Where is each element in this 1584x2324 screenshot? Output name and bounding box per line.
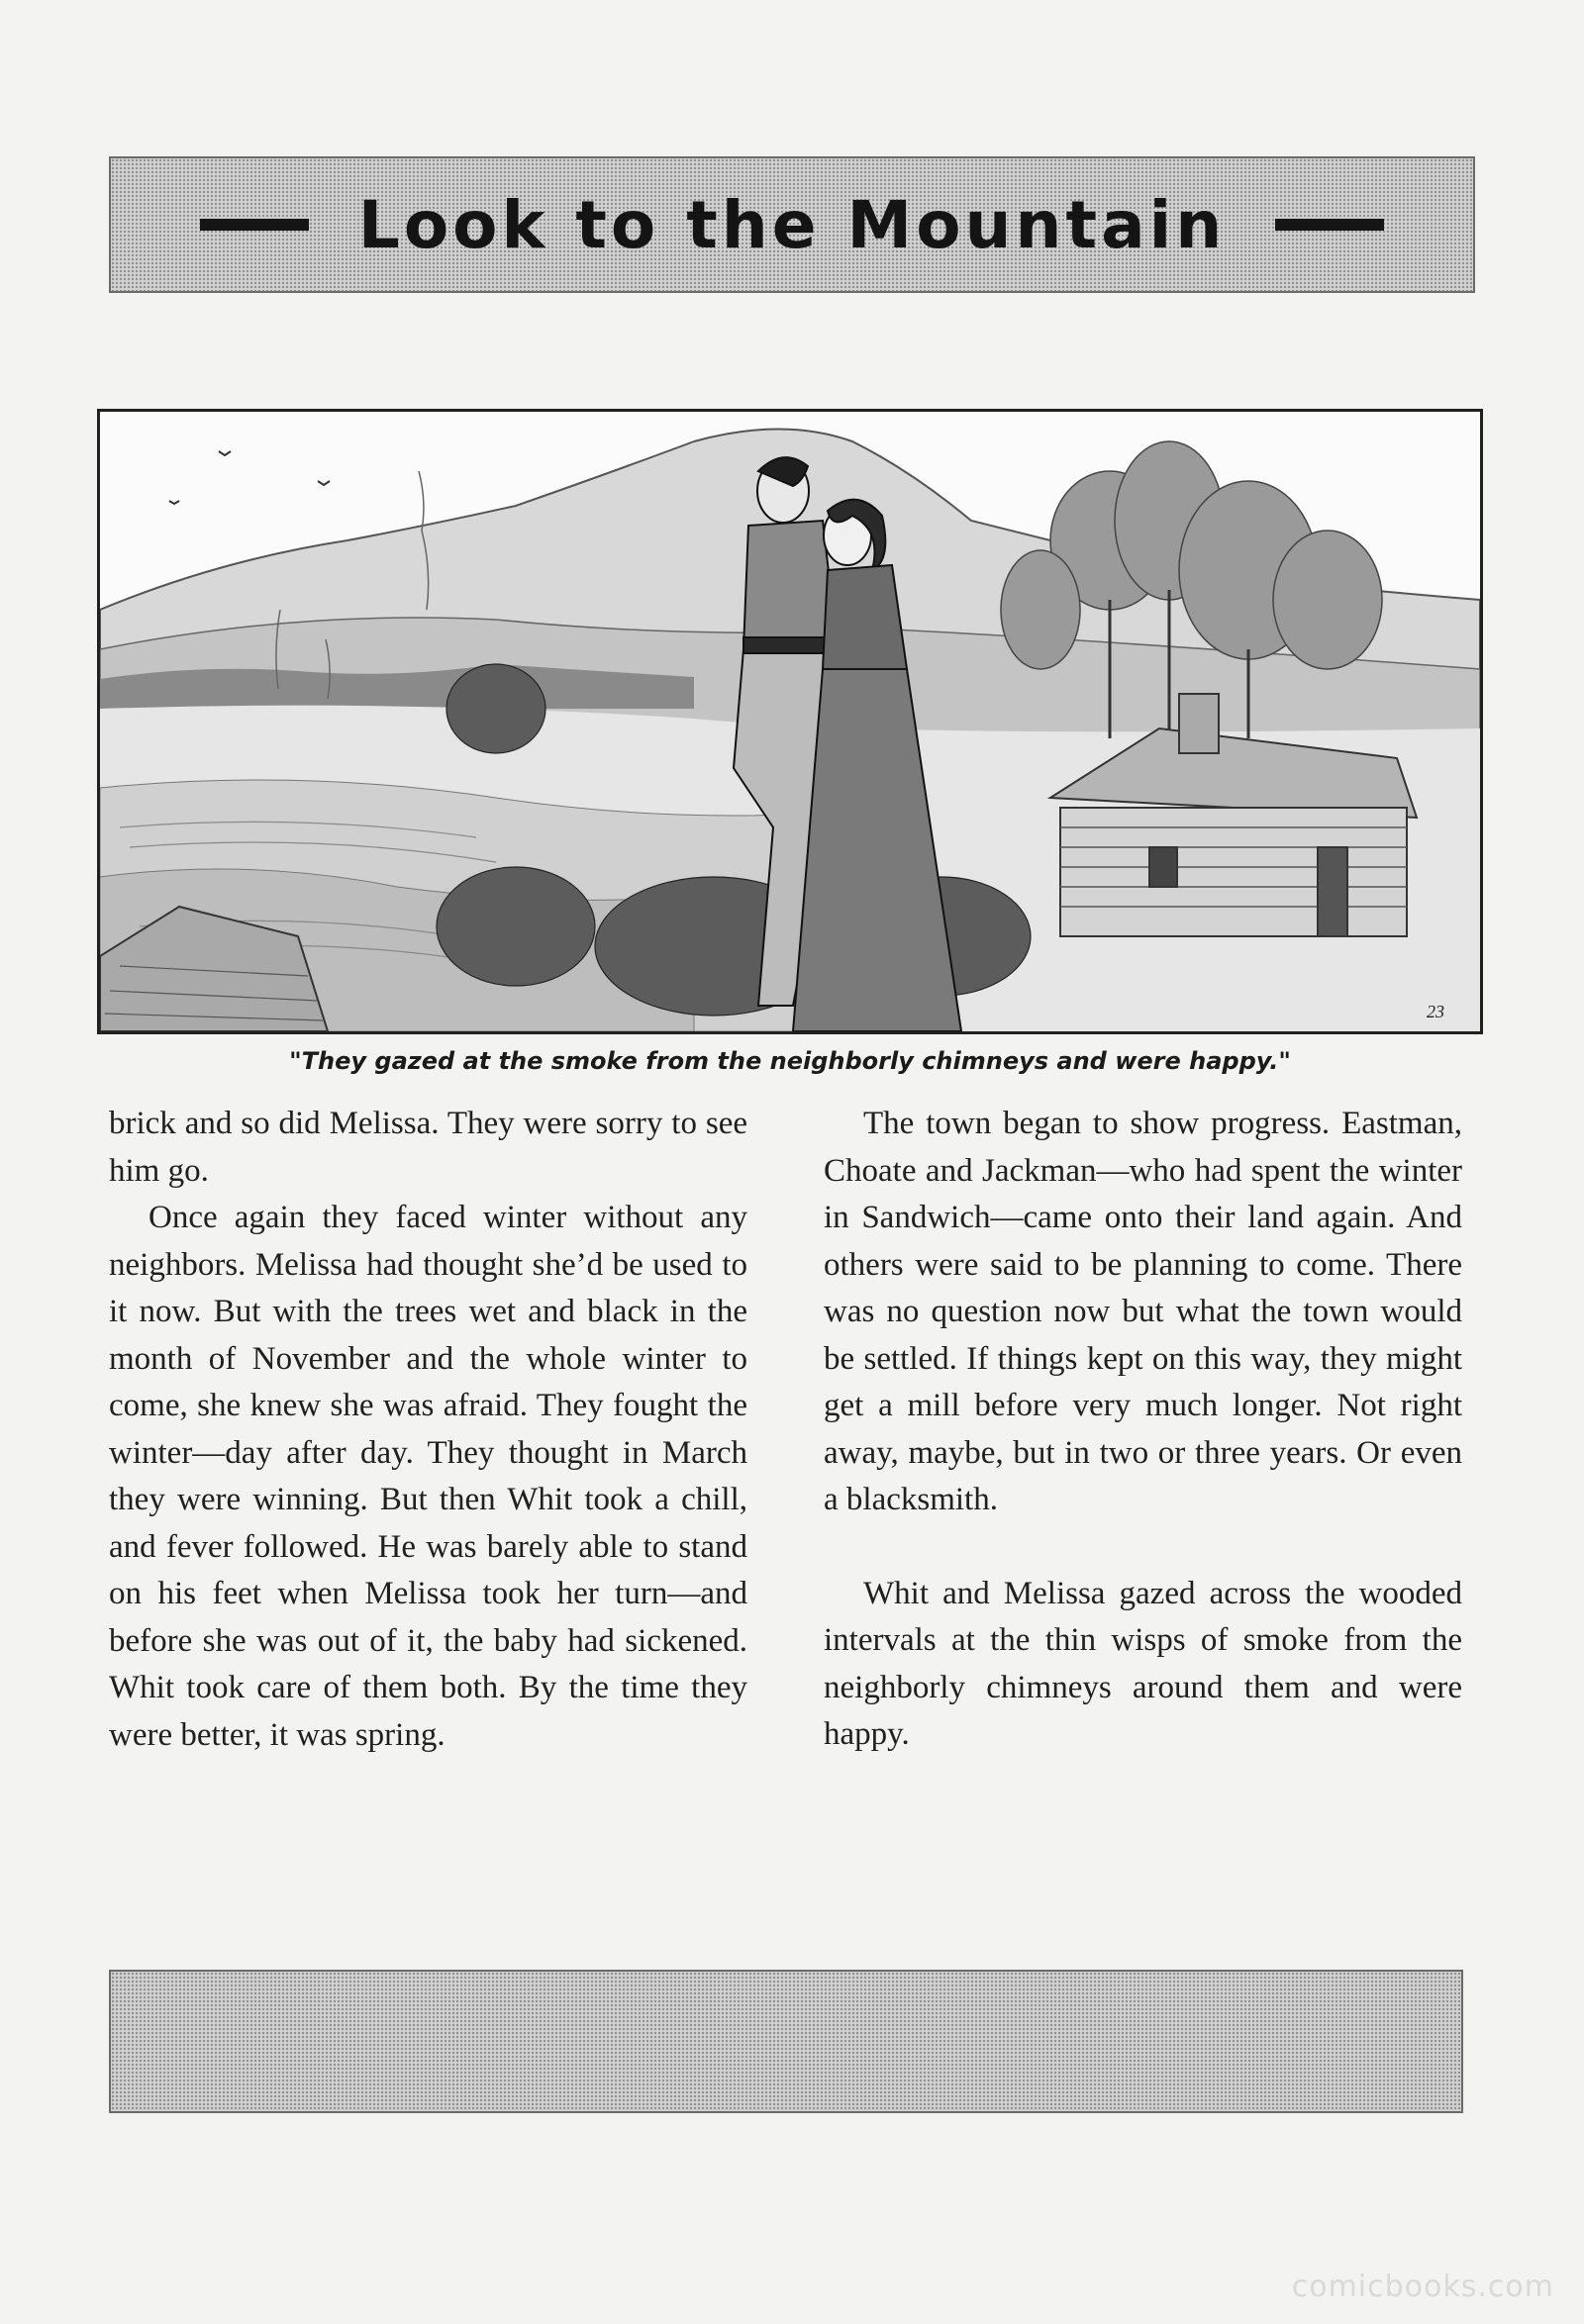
watermark: comicbooks.com xyxy=(1291,2270,1554,2304)
title-banner xyxy=(109,156,1475,293)
right-paragraph-1: The town began to show progress. Eastman, Choate and Jackman—who had spent the winter in Sandwich—came onto their land again. And others were said to be planning to come. There was no question now but what the town would be settled. If things kept on this way, they might get a mill before very much longer. Not right away, maybe, but in two or three years. Or even a blacksmith. xyxy=(824,1106,1462,1517)
right-paragraph-2: Whit and Melissa gazed across the wooded intervals at the thin wisps of smoke from the neighborly chimneys around them and were happy. xyxy=(824,1575,1462,1752)
illustration-caption: "They gazed at the smoke from the neighborly chimneys and were happy." xyxy=(289,1047,1291,1075)
title-dash-right xyxy=(1275,219,1384,231)
right-column xyxy=(824,1101,1462,1759)
illustration xyxy=(97,409,1483,1034)
page-title: Look to the Mountain xyxy=(357,186,1227,263)
bottom-banner xyxy=(109,1970,1463,2113)
left-column xyxy=(109,1101,747,1759)
left-paragraph-1: brick and so did Melissa. They were sorry to see him go. xyxy=(109,1106,747,1189)
left-paragraph-2: Once again they faced winter without any neighbors. Melissa had thought she’d be used to it now. But with the trees wet and black in the month of November and the whole winter to come, she knew she was afraid. They fought the winter—day after day. They thought in March they were winning. But then Whit took a chill, and fever followed. He was barely able to stand on his feet when Melissa took her turn—and before she was out of it, the baby had sickened. Whit took care of them both. By the time they were better, it was spring. xyxy=(109,1200,747,1753)
illustration-drawing xyxy=(100,412,1480,1031)
illustration-page-number: 23 xyxy=(1427,1002,1444,1021)
title-dash-left xyxy=(200,219,309,231)
